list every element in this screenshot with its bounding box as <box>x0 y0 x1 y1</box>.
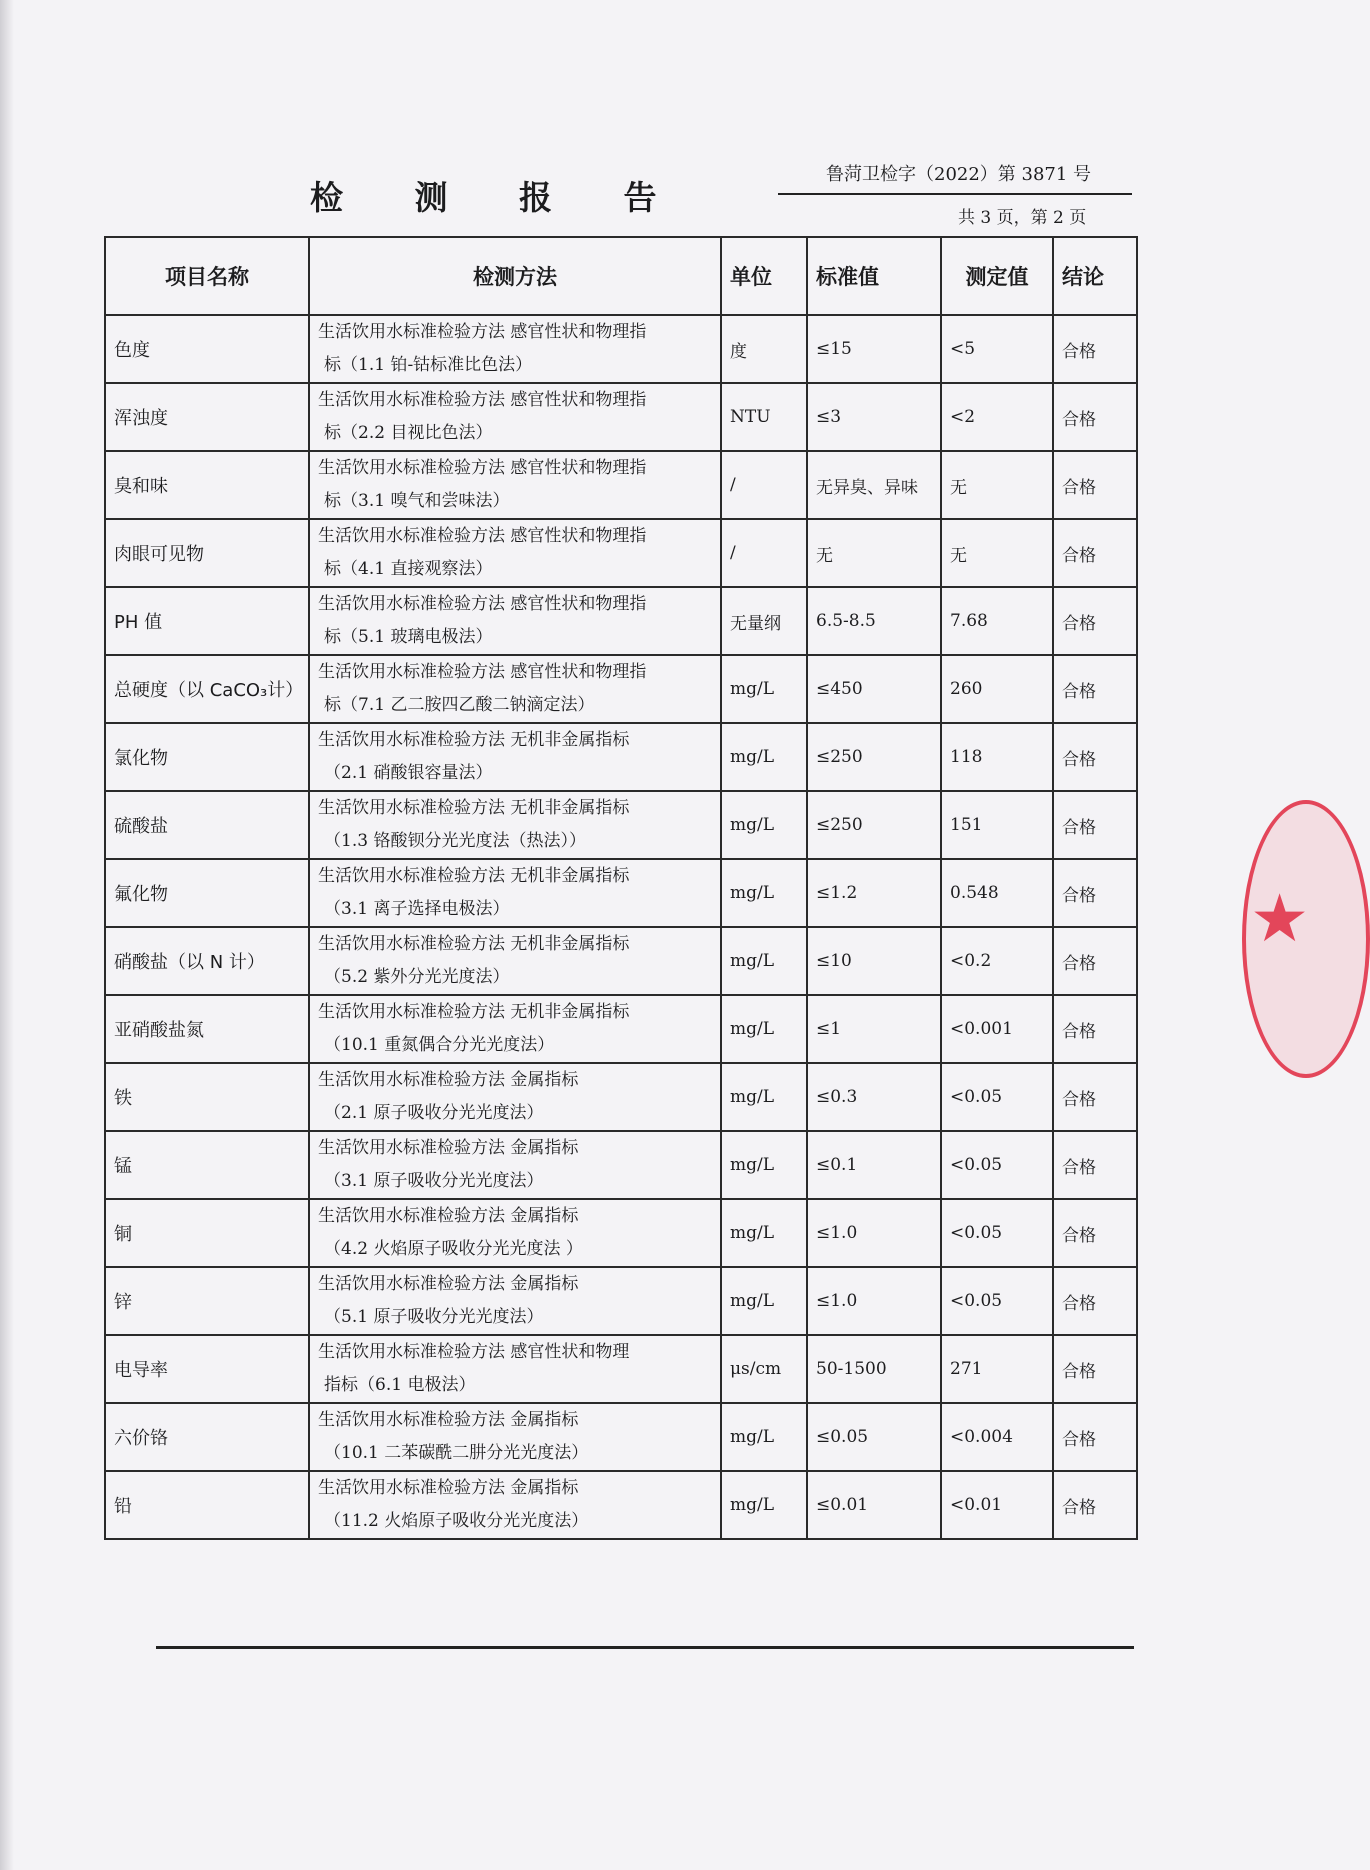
method-cell <box>309 315 721 383</box>
method-line-1: 生活饮用水标准检验方法 无机非金属指标 <box>318 934 630 954</box>
column-header: 标准值 <box>807 237 941 315</box>
unit-cell: / <box>721 451 807 519</box>
method-cell <box>309 1131 721 1199</box>
method-line-2: 标（1.1 铂-钴标准比色法） <box>324 355 533 375</box>
item-name-cell: 锌 <box>105 1267 309 1335</box>
table-row <box>105 1403 1137 1471</box>
item-name-cell: 六价铬 <box>105 1403 309 1471</box>
table-row <box>105 1131 1137 1199</box>
report-title: 检 测 报 告 <box>310 178 687 217</box>
measured-value-cell: <0.2 <box>941 927 1053 995</box>
method-cell <box>309 859 721 927</box>
item-name-cell: 锰 <box>105 1131 309 1199</box>
unit-cell: / <box>721 519 807 587</box>
table-row <box>105 723 1137 791</box>
measured-value-cell: <0.001 <box>941 995 1053 1063</box>
item-name-cell: 亚硝酸盐氮 <box>105 995 309 1063</box>
measured-value-cell: 151 <box>941 791 1053 859</box>
method-line-2: 标（5.1 玻璃电极法） <box>324 627 493 647</box>
method-cell <box>309 1471 721 1539</box>
method-cell <box>309 791 721 859</box>
measured-value-cell: <5 <box>941 315 1053 383</box>
standard-value-cell: ≤1.0 <box>807 1199 941 1267</box>
unit-cell: mg/L <box>721 927 807 995</box>
item-name-cell: 铜 <box>105 1199 309 1267</box>
method-line-1: 生活饮用水标准检验方法 感官性状和物理指 <box>318 322 647 342</box>
item-name-cell: PH 值 <box>105 587 309 655</box>
unit-cell: mg/L <box>721 1471 807 1539</box>
conclusion-cell: 合格 <box>1053 1403 1137 1471</box>
method-line-2: （2.1 硝酸银容量法） <box>324 763 493 783</box>
method-line-2: （1.3 铬酸钡分光光度法（热法）） <box>324 831 586 851</box>
standard-value-cell: ≤0.05 <box>807 1403 941 1471</box>
method-line-2: 标（2.2 目视比色法） <box>324 423 493 443</box>
conclusion-cell: 合格 <box>1053 1131 1137 1199</box>
method-line-2: 指标（6.1 电极法） <box>324 1375 476 1395</box>
conclusion-cell: 合格 <box>1053 1471 1137 1539</box>
method-cell <box>309 723 721 791</box>
unit-cell: mg/L <box>721 1403 807 1471</box>
method-cell <box>309 1063 721 1131</box>
measured-value-cell: <0.05 <box>941 1267 1053 1335</box>
standard-value-cell: ≤3 <box>807 383 941 451</box>
method-cell <box>309 1335 721 1403</box>
method-line-1: 生活饮用水标准检验方法 金属指标 <box>318 1138 579 1158</box>
measured-value-cell: <0.05 <box>941 1131 1053 1199</box>
standard-value-cell: ≤0.3 <box>807 1063 941 1131</box>
column-header: 结论 <box>1053 237 1137 315</box>
standard-value-cell: 无 <box>807 519 941 587</box>
table-row <box>105 451 1137 519</box>
table-row <box>105 1267 1137 1335</box>
table-row <box>105 587 1137 655</box>
document-number: 鲁菏卫检字（2022）第 3871 号 <box>826 164 1092 185</box>
method-line-2: （10.1 二苯碳酰二肼分光光度法） <box>324 1443 589 1463</box>
table-row <box>105 927 1137 995</box>
conclusion-cell: 合格 <box>1053 1063 1137 1131</box>
column-header: 检测方法 <box>309 237 721 315</box>
measured-value-cell: <0.05 <box>941 1199 1053 1267</box>
measured-value-cell: 7.68 <box>941 587 1053 655</box>
method-line-2: （3.1 离子选择电极法） <box>324 899 510 919</box>
unit-cell: mg/L <box>721 1267 807 1335</box>
measured-value-cell: 无 <box>941 519 1053 587</box>
standard-value-cell: 6.5-8.5 <box>807 587 941 655</box>
bottom-rule <box>156 1646 1134 1649</box>
standard-value-cell: ≤0.01 <box>807 1471 941 1539</box>
measured-value-cell: <2 <box>941 383 1053 451</box>
measured-value-cell: 0.548 <box>941 859 1053 927</box>
conclusion-cell: 合格 <box>1053 451 1137 519</box>
method-cell <box>309 995 721 1063</box>
method-line-1: 生活饮用水标准检验方法 金属指标 <box>318 1070 579 1090</box>
table-row <box>105 995 1137 1063</box>
measured-value-cell: <0.004 <box>941 1403 1053 1471</box>
seal-star-icon: ★ <box>1250 880 1310 957</box>
unit-cell: mg/L <box>721 1063 807 1131</box>
item-name-cell: 肉眼可见物 <box>105 519 309 587</box>
method-line-1: 生活饮用水标准检验方法 感官性状和物理指 <box>318 458 647 478</box>
conclusion-cell: 合格 <box>1053 859 1137 927</box>
conclusion-cell: 合格 <box>1053 383 1137 451</box>
conclusion-cell: 合格 <box>1053 927 1137 995</box>
method-line-1: 生活饮用水标准检验方法 感官性状和物理 <box>318 1342 630 1362</box>
measured-value-cell: <0.05 <box>941 1063 1053 1131</box>
column-header: 单位 <box>721 237 807 315</box>
standard-value-cell: ≤1 <box>807 995 941 1063</box>
column-header: 项目名称 <box>105 237 309 315</box>
method-cell <box>309 451 721 519</box>
table-header-row <box>105 237 1137 315</box>
item-name-cell: 铁 <box>105 1063 309 1131</box>
method-line-2: （2.1 原子吸收分光光度法） <box>324 1103 544 1123</box>
item-name-cell: 浑浊度 <box>105 383 309 451</box>
unit-cell: 无量纲 <box>721 587 807 655</box>
conclusion-cell: 合格 <box>1053 655 1137 723</box>
method-line-1: 生活饮用水标准检验方法 金属指标 <box>318 1274 579 1294</box>
table-row <box>105 383 1137 451</box>
page-edge <box>0 0 14 1870</box>
method-cell <box>309 519 721 587</box>
standard-value-cell: ≤450 <box>807 655 941 723</box>
unit-cell: mg/L <box>721 1131 807 1199</box>
document-number-rule <box>778 193 1132 195</box>
item-name-cell: 氯化物 <box>105 723 309 791</box>
item-name-cell: 电导率 <box>105 1335 309 1403</box>
measured-value-cell: 118 <box>941 723 1053 791</box>
method-cell <box>309 1267 721 1335</box>
conclusion-cell: 合格 <box>1053 1335 1137 1403</box>
conclusion-cell: 合格 <box>1053 1267 1137 1335</box>
method-cell <box>309 1403 721 1471</box>
method-cell <box>309 927 721 995</box>
item-name-cell: 臭和味 <box>105 451 309 519</box>
measured-value-cell: 260 <box>941 655 1053 723</box>
conclusion-cell: 合格 <box>1053 1199 1137 1267</box>
column-header: 测定值 <box>941 237 1053 315</box>
method-cell <box>309 1199 721 1267</box>
conclusion-cell: 合格 <box>1053 519 1137 587</box>
conclusion-cell: 合格 <box>1053 587 1137 655</box>
results-table <box>104 236 1138 1540</box>
method-cell <box>309 383 721 451</box>
table-row <box>105 859 1137 927</box>
unit-cell: mg/L <box>721 655 807 723</box>
page-info: 共 3 页，第 2 页 <box>958 208 1087 228</box>
method-cell <box>309 587 721 655</box>
standard-value-cell: ≤0.1 <box>807 1131 941 1199</box>
measured-value-cell: 无 <box>941 451 1053 519</box>
standard-value-cell: 无异臭、异味 <box>807 451 941 519</box>
conclusion-cell: 合格 <box>1053 791 1137 859</box>
standard-value-cell: ≤1.2 <box>807 859 941 927</box>
table-row <box>105 791 1137 859</box>
item-name-cell: 硝酸盐（以 N 计） <box>105 927 309 995</box>
unit-cell: 度 <box>721 315 807 383</box>
standard-value-cell: ≤250 <box>807 723 941 791</box>
unit-cell: mg/L <box>721 791 807 859</box>
method-line-1: 生活饮用水标准检验方法 金属指标 <box>318 1478 579 1498</box>
method-cell <box>309 655 721 723</box>
method-line-1: 生活饮用水标准检验方法 感官性状和物理指 <box>318 390 647 410</box>
table-row <box>105 315 1137 383</box>
unit-cell: mg/L <box>721 859 807 927</box>
table-row <box>105 1199 1137 1267</box>
table-row <box>105 1335 1137 1403</box>
table-row <box>105 1063 1137 1131</box>
method-line-1: 生活饮用水标准检验方法 无机非金属指标 <box>318 730 630 750</box>
conclusion-cell: 合格 <box>1053 723 1137 791</box>
unit-cell: μs/cm <box>721 1335 807 1403</box>
method-line-2: （11.2 火焰原子吸收分光光度法） <box>324 1511 589 1531</box>
conclusion-cell: 合格 <box>1053 315 1137 383</box>
method-line-1: 生活饮用水标准检验方法 无机非金属指标 <box>318 866 630 886</box>
unit-cell: NTU <box>721 383 807 451</box>
method-line-1: 生活饮用水标准检验方法 感官性状和物理指 <box>318 662 647 682</box>
item-name-cell: 色度 <box>105 315 309 383</box>
table-row <box>105 519 1137 587</box>
method-line-2: （5.2 紫外分光光度法） <box>324 967 510 987</box>
standard-value-cell: ≤15 <box>807 315 941 383</box>
method-line-2: （10.1 重氮偶合分光光度法） <box>324 1035 555 1055</box>
method-line-1: 生活饮用水标准检验方法 金属指标 <box>318 1206 579 1226</box>
standard-value-cell: ≤10 <box>807 927 941 995</box>
standard-value-cell: 50-1500 <box>807 1335 941 1403</box>
method-line-2: （4.2 火焰原子吸收分光光度法 ） <box>324 1239 583 1259</box>
item-name-cell: 氟化物 <box>105 859 309 927</box>
item-name-cell: 硫酸盐 <box>105 791 309 859</box>
standard-value-cell: ≤250 <box>807 791 941 859</box>
unit-cell: mg/L <box>721 723 807 791</box>
standard-value-cell: ≤1.0 <box>807 1267 941 1335</box>
table-row <box>105 1471 1137 1539</box>
measured-value-cell: 271 <box>941 1335 1053 1403</box>
method-line-1: 生活饮用水标准检验方法 感官性状和物理指 <box>318 594 647 614</box>
unit-cell: mg/L <box>721 995 807 1063</box>
method-line-2: （5.1 原子吸收分光光度法） <box>324 1307 544 1327</box>
table-row <box>105 655 1137 723</box>
measured-value-cell: <0.01 <box>941 1471 1053 1539</box>
method-line-1: 生活饮用水标准检验方法 无机非金属指标 <box>318 798 630 818</box>
method-line-1: 生活饮用水标准检验方法 无机非金属指标 <box>318 1002 630 1022</box>
conclusion-cell: 合格 <box>1053 995 1137 1063</box>
item-name-cell: 总硬度（以 CaCO₃计） <box>105 655 309 723</box>
method-line-2: 标（3.1 嗅气和尝味法） <box>324 491 510 511</box>
method-line-2: 标（7.1 乙二胺四乙酸二钠滴定法） <box>324 695 595 715</box>
unit-cell: mg/L <box>721 1199 807 1267</box>
method-line-2: 标（4.1 直接观察法） <box>324 559 493 579</box>
method-line-2: （3.1 原子吸收分光光度法） <box>324 1171 544 1191</box>
method-line-1: 生活饮用水标准检验方法 感官性状和物理指 <box>318 526 647 546</box>
method-line-1: 生活饮用水标准检验方法 金属指标 <box>318 1410 579 1430</box>
item-name-cell: 铅 <box>105 1471 309 1539</box>
